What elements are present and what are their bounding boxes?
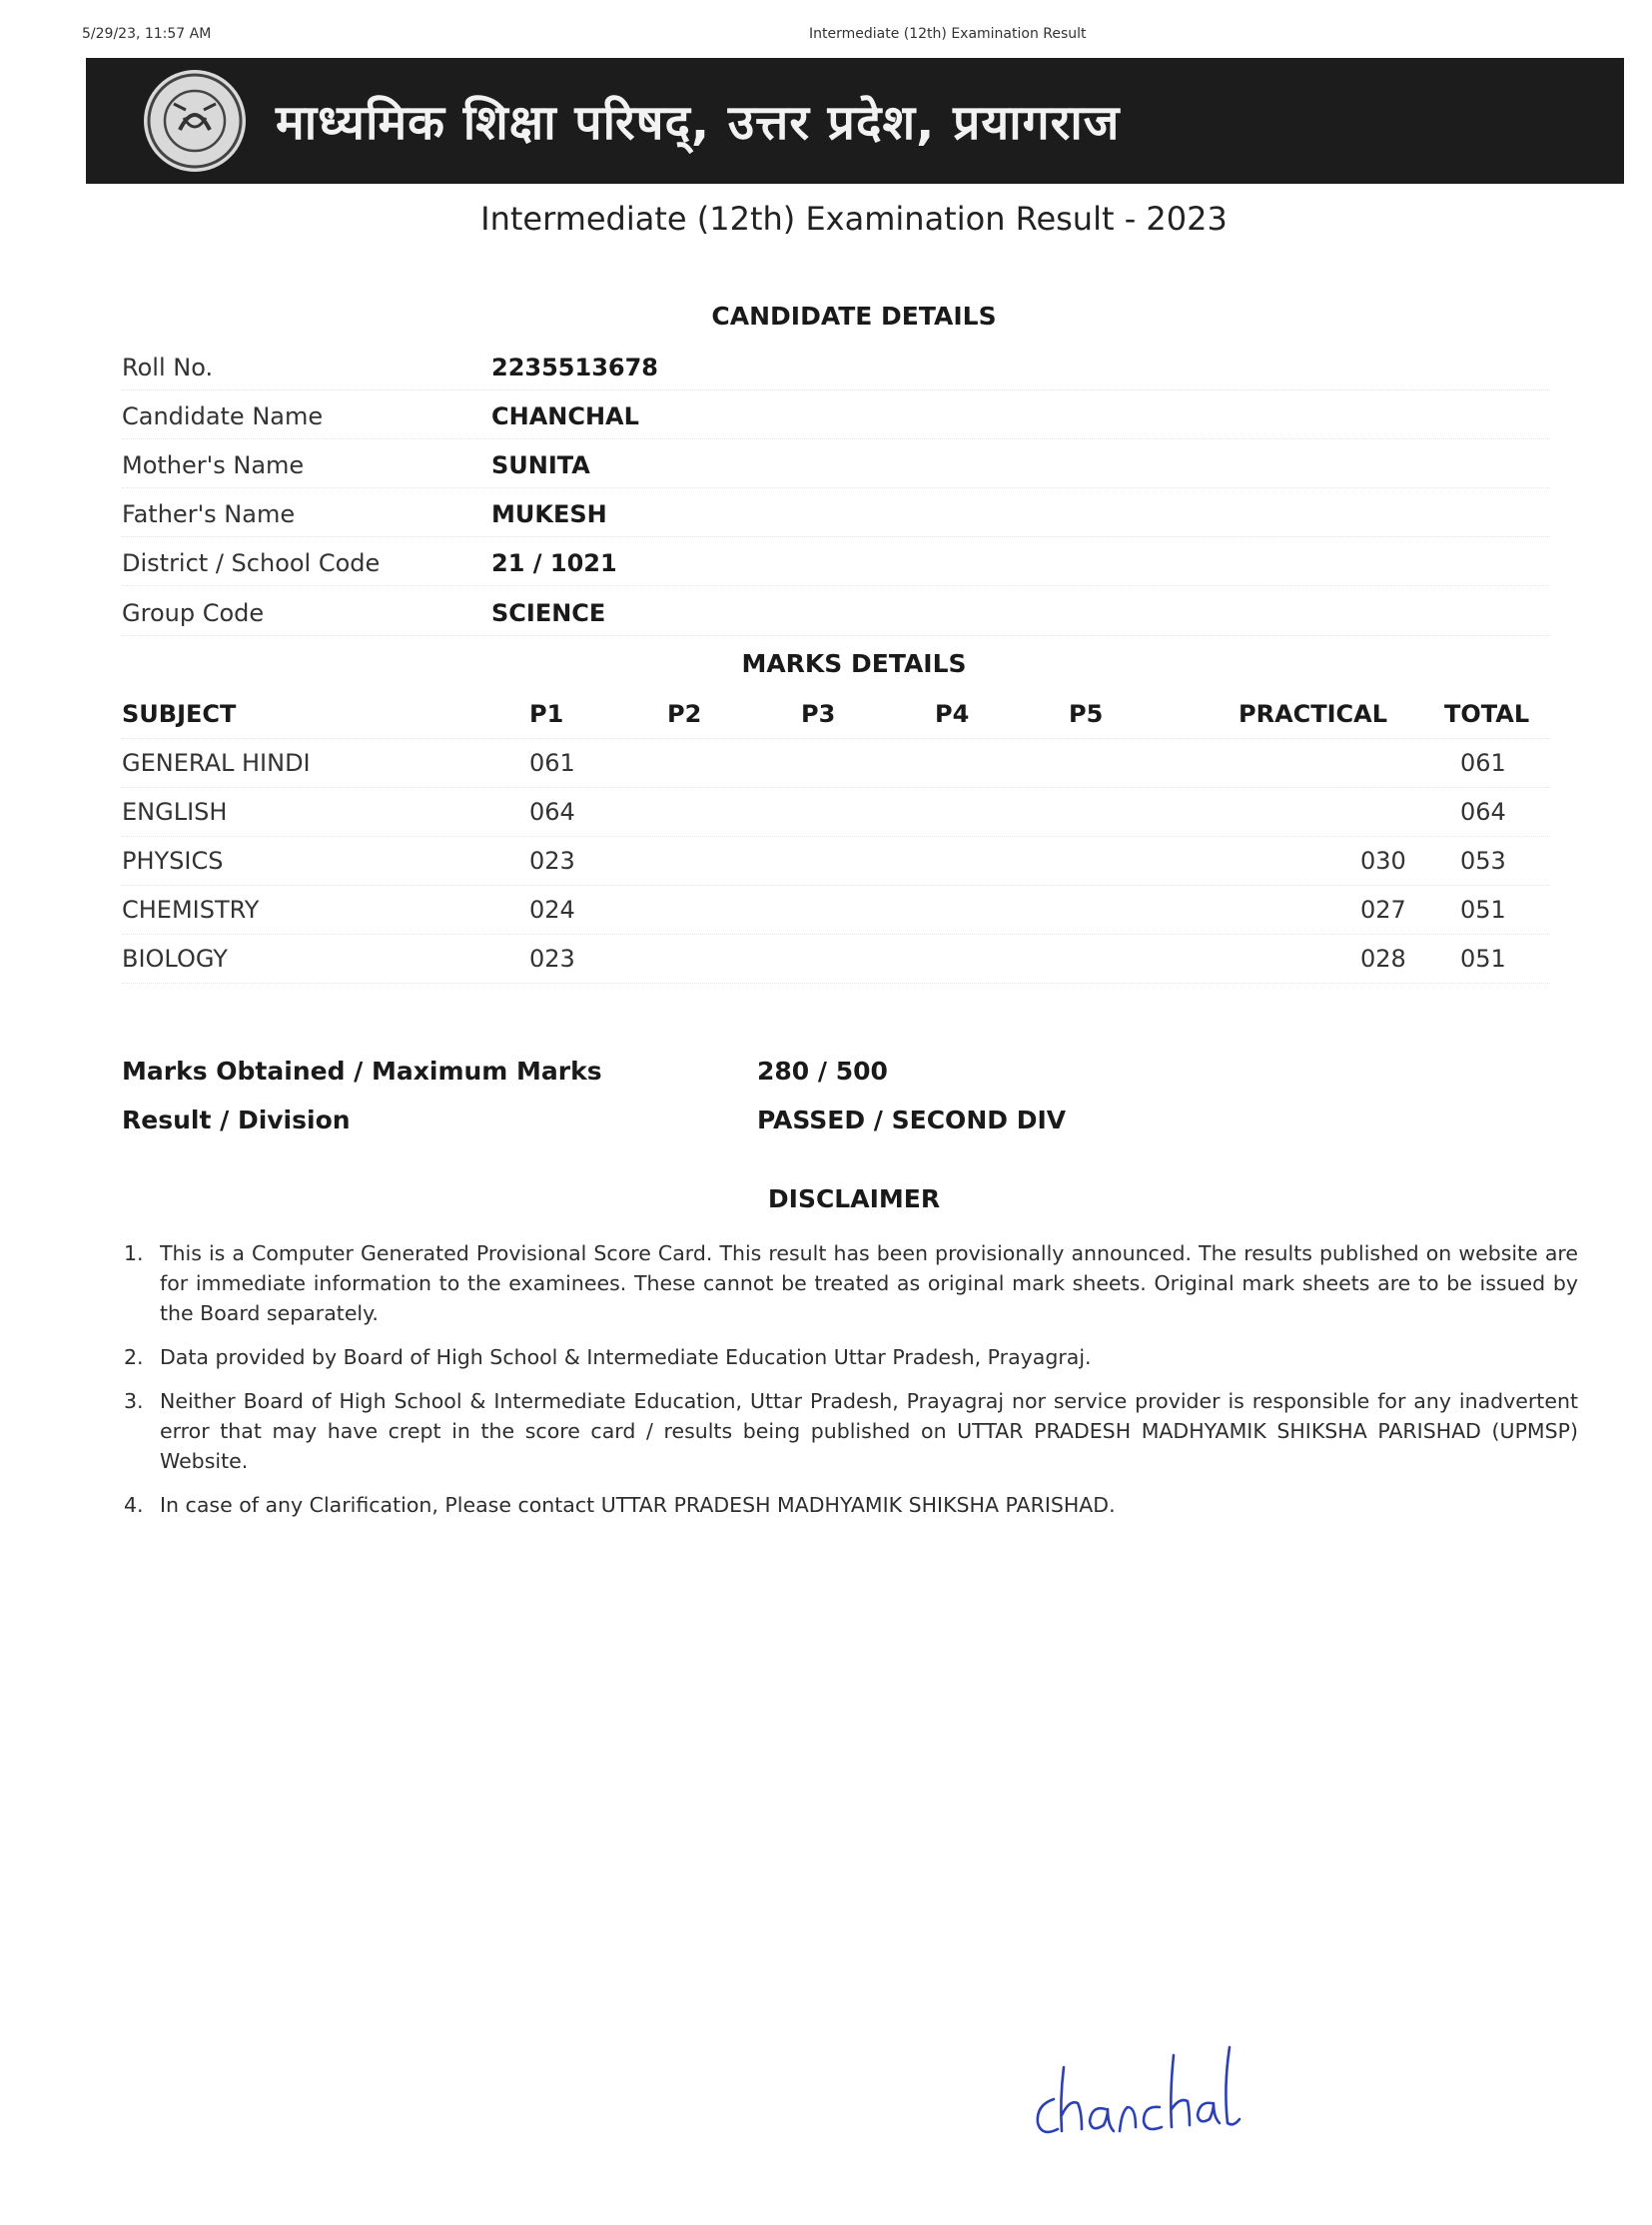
candidate-label: Candidate Name bbox=[122, 402, 324, 430]
total-cell: 051 bbox=[1460, 896, 1506, 924]
column-header-p3: P3 bbox=[801, 700, 836, 728]
total-cell: 053 bbox=[1460, 847, 1506, 875]
column-header-p4: P4 bbox=[935, 700, 970, 728]
candidate-row-father bbox=[122, 496, 1550, 537]
subject-cell: BIOLOGY bbox=[122, 945, 228, 973]
list-item bbox=[124, 1342, 1578, 1372]
practical-cell: 030 bbox=[1360, 847, 1406, 875]
list-item-text: In case of any Clarification, Please contact UTTAR PRADESH MADHYAMIK SHIKSHA PARISHAD. bbox=[160, 1493, 1116, 1517]
column-header-subject: SUBJECT bbox=[122, 700, 237, 728]
list-item-text: Data provided by Board of High School & Intermediate Education Uttar Pradesh, Prayagraj. bbox=[160, 1345, 1092, 1369]
column-header-p5: P5 bbox=[1069, 700, 1104, 728]
candidate-value: CHANCHAL bbox=[491, 402, 639, 430]
print-datetime: 5/29/23, 11:57 AM bbox=[82, 26, 212, 42]
candidate-row-mother bbox=[122, 447, 1550, 488]
candidate-label: Father's Name bbox=[122, 500, 296, 528]
subject-cell: PHYSICS bbox=[122, 847, 224, 875]
candidate-value: MUKESH bbox=[491, 500, 607, 528]
p1-cell: 061 bbox=[529, 749, 575, 777]
table-row bbox=[122, 794, 1550, 837]
marks-obtained-value: 280 / 500 bbox=[757, 1057, 888, 1086]
p1-cell: 024 bbox=[529, 896, 575, 924]
total-cell: 061 bbox=[1460, 749, 1506, 777]
p1-cell: 023 bbox=[529, 847, 575, 875]
candidate-label: District / School Code bbox=[122, 549, 381, 577]
column-header-total: TOTAL bbox=[1444, 700, 1530, 728]
candidate-row-roll bbox=[122, 350, 1550, 390]
list-item-number: 2. bbox=[124, 1345, 144, 1369]
result-division-row bbox=[122, 1106, 1550, 1149]
subject-cell: ENGLISH bbox=[122, 798, 228, 826]
result-division-label: Result / Division bbox=[122, 1106, 351, 1134]
list-item bbox=[124, 1238, 1578, 1328]
list-item bbox=[124, 1386, 1578, 1476]
column-header-practical: PRACTICAL bbox=[1239, 700, 1388, 728]
practical-cell: 027 bbox=[1360, 896, 1406, 924]
board-banner bbox=[86, 58, 1624, 184]
page-title: Intermediate (12th) Examination Result - 2023 bbox=[480, 200, 1228, 238]
practical-cell: 028 bbox=[1360, 945, 1406, 973]
list-item-number: 4. bbox=[124, 1493, 144, 1517]
candidate-value: 21 / 1021 bbox=[491, 549, 617, 577]
candidate-details-heading: CANDIDATE DETAILS bbox=[711, 302, 997, 331]
candidate-label: Group Code bbox=[122, 599, 265, 627]
board-name-hindi: माध्यमिक शिक्षा परिषद्, उत्तर प्रदेश, प्रयागराज bbox=[276, 94, 1121, 151]
table-row bbox=[122, 843, 1550, 886]
candidate-label: Mother's Name bbox=[122, 451, 305, 479]
column-header-p1: P1 bbox=[529, 700, 564, 728]
total-cell: 064 bbox=[1460, 798, 1506, 826]
table-row bbox=[122, 892, 1550, 935]
column-header-p2: P2 bbox=[667, 700, 702, 728]
total-cell: 051 bbox=[1460, 945, 1506, 973]
candidate-row-name bbox=[122, 398, 1550, 439]
table-row bbox=[122, 941, 1550, 984]
subject-cell: CHEMISTRY bbox=[122, 896, 260, 924]
marks-obtained-row bbox=[122, 1057, 1550, 1101]
candidate-row-district bbox=[122, 545, 1550, 586]
list-item-text: This is a Computer Generated Provisional Score Card. This result has been provisionally announced. The results published on website are for immediate information to the examinees. These cannot be treated as original mark sheets. Original mark sheets are to be issued by the Board separately. bbox=[160, 1241, 1578, 1325]
candidate-value: SCIENCE bbox=[491, 599, 606, 627]
candidate-row-group bbox=[122, 595, 1550, 636]
marks-header-row bbox=[122, 696, 1550, 739]
candidate-value: SUNITA bbox=[491, 451, 590, 479]
result-division-value: PASSED / SECOND DIV bbox=[757, 1106, 1067, 1134]
list-item-number: 3. bbox=[124, 1389, 144, 1413]
up-emblem-icon bbox=[144, 70, 246, 172]
disclaimer-list bbox=[124, 1238, 1578, 1534]
marks-details-heading: MARKS DETAILS bbox=[741, 649, 967, 678]
print-page-title: Intermediate (12th) Examination Result bbox=[809, 26, 1087, 42]
handwritten-signature bbox=[1024, 2037, 1263, 2147]
table-row bbox=[122, 745, 1550, 788]
p1-cell: 023 bbox=[529, 945, 575, 973]
candidate-label: Roll No. bbox=[122, 354, 214, 381]
subject-cell: GENERAL HINDI bbox=[122, 749, 311, 777]
p1-cell: 064 bbox=[529, 798, 575, 826]
disclaimer-heading: DISCLAIMER bbox=[767, 1184, 941, 1213]
candidate-value: 2235513678 bbox=[491, 354, 658, 381]
list-item-text: Neither Board of High School & Intermediate Education, Uttar Pradesh, Prayagraj nor service provider is responsible for any inadvertent error that may have crept in the score card / results being published on UTTAR PRADESH MADHYAMIK SHIKSHA PARISHAD (UPMSP) Website. bbox=[160, 1389, 1578, 1473]
list-item-number: 1. bbox=[124, 1241, 144, 1265]
marks-obtained-label: Marks Obtained / Maximum Marks bbox=[122, 1057, 602, 1086]
list-item bbox=[124, 1490, 1578, 1520]
